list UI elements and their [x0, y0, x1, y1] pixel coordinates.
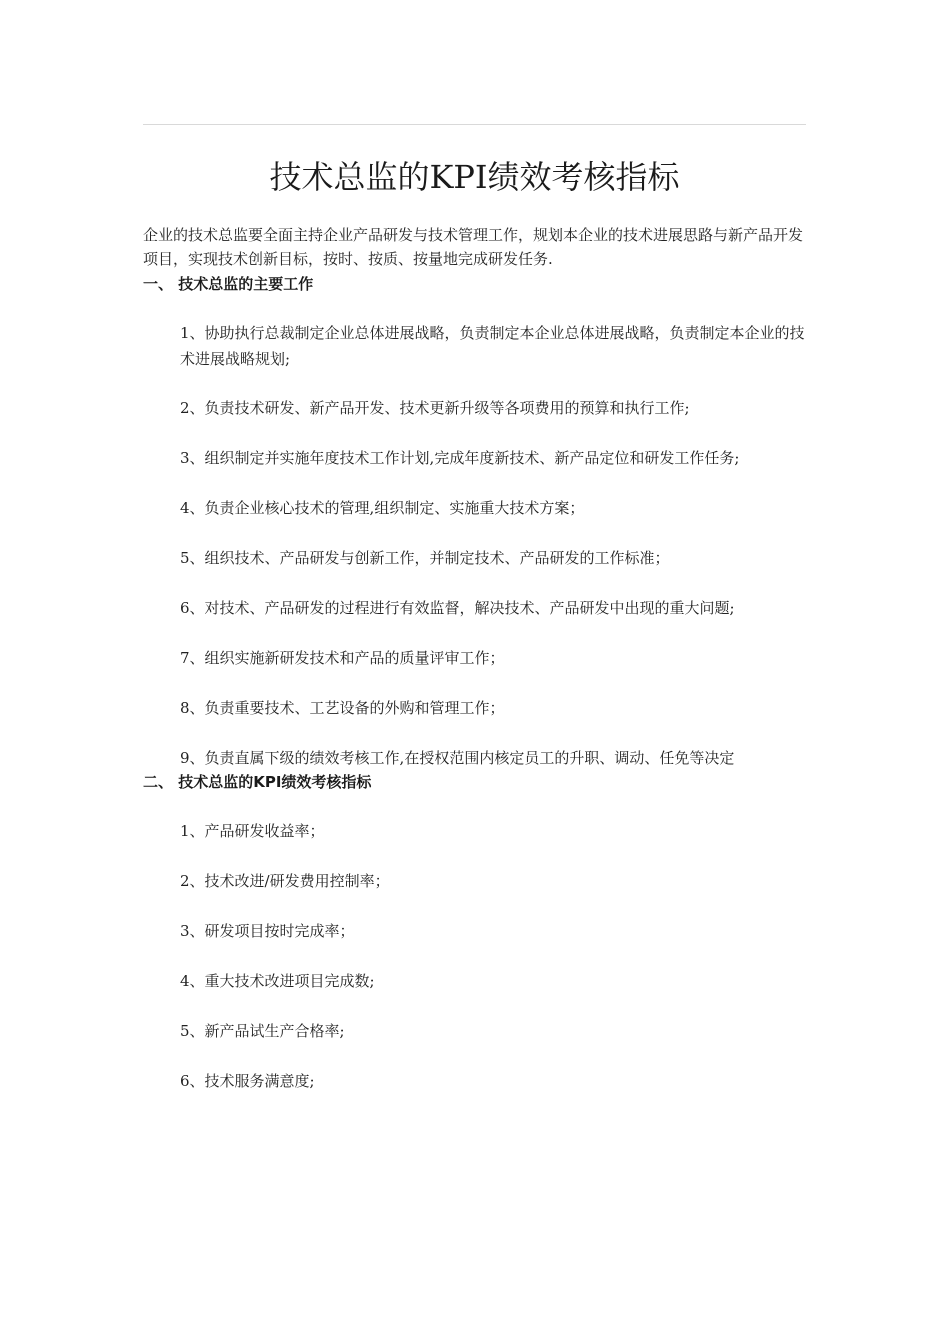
- list-item: 3、组织制定并实施年度技术工作计划,完成年度新技术、新产品定位和研发工作任务;: [180, 449, 740, 467]
- list-item: 6、技术服务满意度;: [180, 1072, 315, 1090]
- document-title: 技术总监的KPI绩效考核指标: [269, 158, 680, 196]
- list-item: 8、负责重要技术、工艺设备的外购和管理工作；: [180, 699, 505, 717]
- list-item: 1、协助执行总裁制定企业总体进展战略，负责制定本企业总体进展战略，负责制定本企业的技术进展战略规划;: [180, 324, 805, 368]
- list-item: 5、新产品试生产合格率;: [180, 1022, 345, 1040]
- section-heading-kpi: 二、 技术总监的KPI绩效考核指标: [143, 773, 372, 791]
- list-item: 9、负责直属下级的绩效考核工作,在授权范围内核定员工的升职、调动、任免等决定: [180, 749, 735, 767]
- list-item: 7、组织实施新研发技术和产品的质量评审工作；: [180, 649, 505, 667]
- section-heading-main-work: 一、 技术总监的主要工作: [143, 275, 314, 293]
- list-item: 4、负责企业核心技术的管理,组织制定、实施重大技术方案；: [180, 499, 585, 517]
- list-item: 2、负责技术研发、新产品开发、技术更新升级等各项费用的预算和执行工作;: [180, 399, 690, 417]
- list-item: 5、组织技术、产品研发与创新工作，并制定技术、产品研发的工作标准；: [180, 549, 670, 567]
- top-divider: [143, 124, 806, 125]
- list-item: 3、研发项目按时完成率；: [180, 922, 355, 940]
- intro-paragraph: 企业的技术总监要全面主持企业产品研发与技术管理工作，规划本企业的技术进展思路与新产品开发项目，实现技术创新目标，按时、按质、按量地完成研发任务.: [143, 226, 804, 268]
- list-item: 1、产品研发收益率；: [180, 822, 325, 840]
- list-item: 4、重大技术改进项目完成数;: [180, 972, 375, 990]
- list-item: 2、技术改进/研发费用控制率；: [180, 872, 390, 890]
- list-item: 6、对技术、产品研发的过程进行有效监督，解决技术、产品研发中出现的重大问题;: [180, 599, 735, 617]
